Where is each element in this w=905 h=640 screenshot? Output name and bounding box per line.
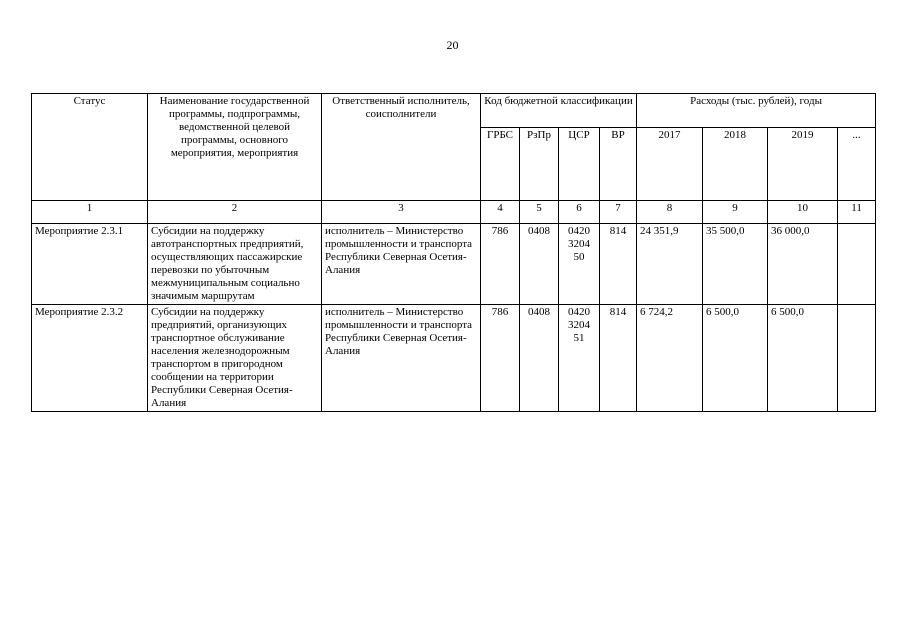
column-number: 1	[32, 201, 148, 224]
column-number: 5	[520, 201, 559, 224]
column-number: 10	[768, 201, 838, 224]
row-vr: 814	[600, 224, 637, 305]
row-name: Субсидии на поддержку предприятий, организующих транспортное обслуживание населения железнодорожным транспортом в пригородном сообщении на территории Республики Северная Осетия-Алания	[148, 305, 322, 412]
column-number: 4	[481, 201, 520, 224]
header-expenses: Расходы (тыс. рублей), годы	[637, 94, 876, 128]
row-name: Субсидии на поддержку автотранспортных предприятий, осуществляющих пассажирские перевозки по убыточным межмуниципальным социально значимым маршрутам	[148, 224, 322, 305]
header-more-years: ...	[838, 128, 876, 201]
row-grbs: 786	[481, 305, 520, 412]
column-number: 2	[148, 201, 322, 224]
budget-table	[31, 93, 876, 412]
row-executor: исполнитель – Министерство промышленности и транспорта Республики Северная Осетия-Алания	[322, 305, 481, 412]
column-number: 6	[559, 201, 600, 224]
row-grbs: 786	[481, 224, 520, 305]
column-number: 9	[703, 201, 768, 224]
row-rzpr: 0408	[520, 224, 559, 305]
table-row	[32, 305, 876, 412]
header-row-top	[32, 94, 876, 128]
header-year-2019: 2019	[768, 128, 838, 201]
page-number: 20	[446, 38, 459, 52]
header-vr: ВР	[600, 128, 637, 201]
column-numbers-row	[32, 201, 876, 224]
row-status: Мероприятие 2.3.1	[32, 224, 148, 305]
row-more-years	[838, 305, 876, 412]
row-rzpr: 0408	[520, 305, 559, 412]
row-executor: исполнитель – Министерство промышленности и транспорта Республики Северная Осетия-Алания	[322, 224, 481, 305]
row-more-years	[838, 224, 876, 305]
table-row	[32, 224, 876, 305]
row-csr: 0420 3204 51	[559, 305, 600, 412]
row-year-2017: 24 351,9	[637, 224, 703, 305]
header-status: Статус	[32, 94, 148, 201]
header-csr: ЦСР	[559, 128, 600, 201]
column-number: 3	[322, 201, 481, 224]
row-year-2019: 6 500,0	[768, 305, 838, 412]
header-grbs: ГРБС	[481, 128, 520, 201]
row-vr: 814	[600, 305, 637, 412]
column-number: 11	[838, 201, 876, 224]
header-rzpr: РзПр	[520, 128, 559, 201]
header-executor: Ответственный исполнитель, соисполнители	[322, 94, 481, 201]
column-number: 7	[600, 201, 637, 224]
row-status: Мероприятие 2.3.2	[32, 305, 148, 412]
row-csr: 0420 3204 50	[559, 224, 600, 305]
header-budget-code: Код бюджетной классификации	[481, 94, 637, 128]
row-year-2017: 6 724,2	[637, 305, 703, 412]
row-year-2018: 6 500,0	[703, 305, 768, 412]
header-name: Наименование государственной программы, подпрограммы, ведомственной целевой программы, основного мероприятия, мероприятия	[148, 94, 322, 201]
row-year-2019: 36 000,0	[768, 224, 838, 305]
column-number: 8	[637, 201, 703, 224]
header-year-2017: 2017	[637, 128, 703, 201]
header-year-2018: 2018	[703, 128, 768, 201]
row-year-2018: 35 500,0	[703, 224, 768, 305]
